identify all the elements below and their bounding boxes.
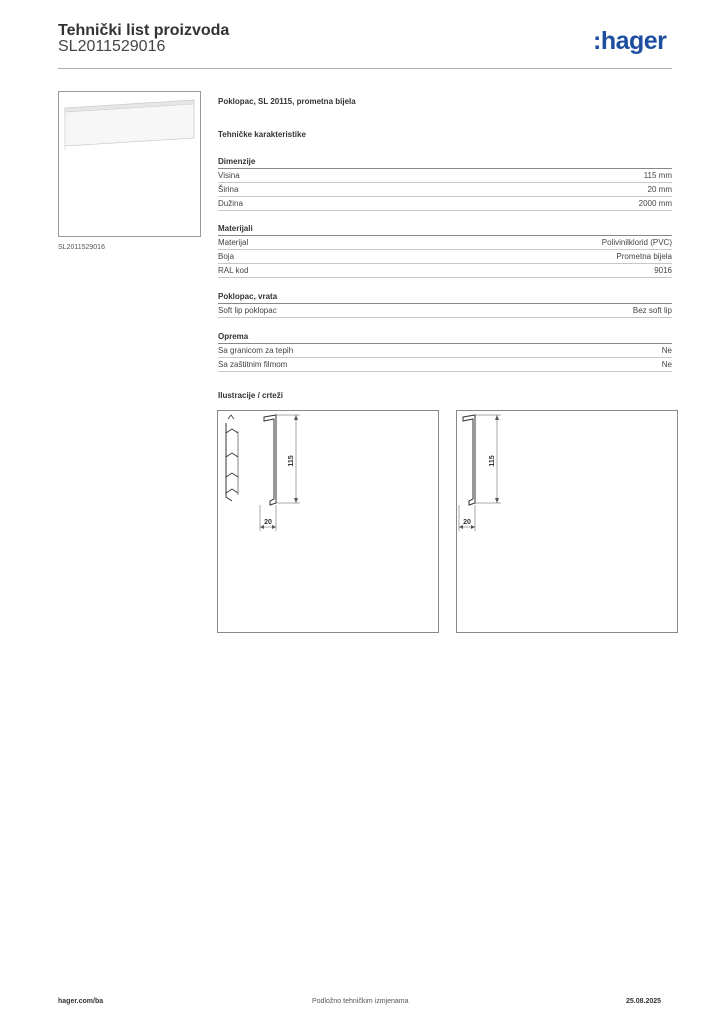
row-label: Sa zaštitnim filmom	[218, 360, 288, 369]
group-equipment	[218, 330, 672, 372]
header-divider	[58, 68, 672, 69]
technical-drawing-1	[217, 410, 439, 633]
row-label: RAL kod	[218, 266, 249, 275]
table-row	[218, 197, 672, 211]
hager-logo: :hager	[593, 27, 667, 55]
dim-width-label: 20	[463, 519, 471, 526]
footer-disclaimer: Podložno tehničkim izmjenama	[312, 998, 409, 1005]
product-image-caption: SL2011529016	[58, 244, 105, 251]
group-title: Materijali	[218, 222, 672, 236]
row-value: 2000 mm	[638, 199, 672, 208]
row-value: Ne	[661, 346, 672, 355]
table-row	[218, 183, 672, 197]
drawing-1-svg	[218, 411, 438, 632]
group-materials	[218, 222, 672, 278]
row-value: Ne	[661, 360, 672, 369]
row-label: Materijal	[218, 238, 249, 247]
row-value: 115 mm	[643, 171, 672, 180]
row-label: Visina	[218, 171, 240, 180]
footer-website-link[interactable]: hager.com/ba	[58, 998, 104, 1005]
row-label: Dužina	[218, 199, 243, 208]
group-dimensions	[218, 155, 672, 211]
section-heading: Tehničke karakteristike	[218, 130, 306, 139]
group-title: Dimenzije	[218, 155, 672, 169]
illustrations-heading: Ilustracije / crteži	[218, 391, 283, 400]
product-title: Poklopac, SL 20115, prometna bijela	[218, 97, 356, 106]
group-cover-door	[218, 290, 672, 318]
row-label: Soft lip poklopac	[218, 306, 277, 315]
table-row	[218, 344, 672, 358]
row-label: Širina	[218, 185, 239, 194]
dim-height-label: 115	[489, 455, 496, 467]
product-image	[58, 91, 201, 237]
group-title: Oprema	[218, 330, 672, 344]
row-value: Bez soft lip	[632, 306, 672, 315]
table-row	[218, 169, 672, 183]
row-label: Sa granicom za tepih	[218, 346, 294, 355]
product-code: SL2011529016	[58, 38, 166, 55]
row-value: Polivinilklorid (PVC)	[601, 238, 672, 247]
table-row	[218, 264, 672, 278]
group-title: Poklopac, vrata	[218, 290, 672, 304]
table-row	[218, 250, 672, 264]
table-row	[218, 304, 672, 318]
table-row	[218, 236, 672, 250]
footer-date: 25.08.2025	[626, 998, 662, 1005]
row-value: 9016	[654, 266, 672, 275]
table-row	[218, 358, 672, 372]
dim-height-label: 115	[288, 455, 295, 467]
product-image-drawing	[59, 92, 200, 236]
technical-drawing-2	[456, 410, 678, 633]
row-value: Prometna bijela	[616, 252, 672, 261]
page-title: Tehnički list proizvoda	[58, 22, 230, 39]
row-value: 20 mm	[647, 185, 672, 194]
drawing-2-svg	[457, 411, 677, 632]
row-label: Boja	[218, 252, 235, 261]
dim-width-label: 20	[264, 519, 272, 526]
